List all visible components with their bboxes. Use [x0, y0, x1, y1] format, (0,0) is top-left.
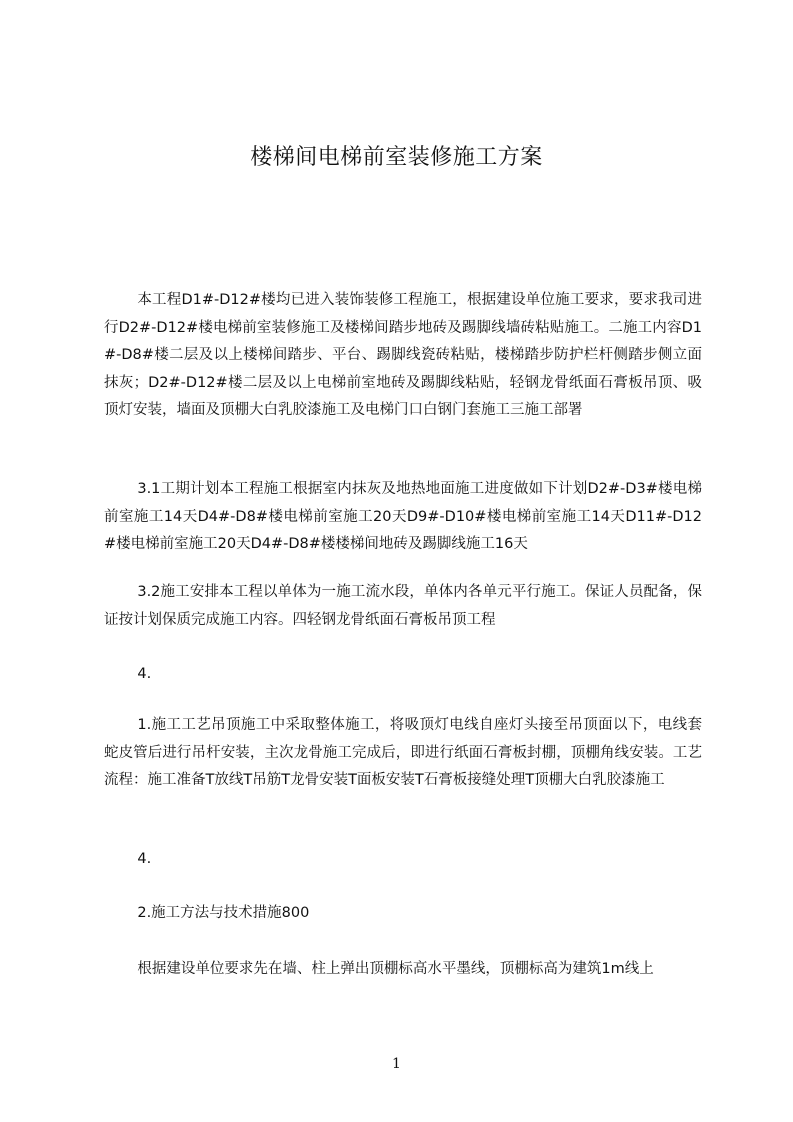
- page-number: 1: [392, 1056, 401, 1072]
- paragraph-section-number-2: 4.: [137, 851, 152, 867]
- paragraph-intro: 本工程D1#-D12#楼均已进入装饰装修工程施工，根据建设单位施工要求，要求我司进行D2#-D12#楼电梯前室装修施工及楼梯间踏步地砖及踢脚线墙砖粘贴施工。二施工内容D1#-D8#楼二层及以上楼梯间踏步、平台、踢脚线瓷砖粘贴，楼梯踏步防护栏杆侧踏步侧立面抹灰；D2#-D12#楼二层及以上电梯前室地砖及踢脚线粘贴，轻钢龙骨纸面石膏板吊顶、吸顶灯安装，墙面及顶棚大白乳胶漆施工及电梯门口白钢门套施工三施工部署: [104, 292, 702, 418]
- paragraph-arrangement: 3.2施工安排本工程以单体为一施工流水段，单体内各单元平行施工。保证人员配备，保证按计划保质完成施工内容。四轻钢龙骨纸面石膏板吊顶工程: [104, 584, 702, 628]
- paragraph-methods-heading: 2.施工方法与技术措施800: [137, 905, 310, 921]
- document-title: 楼梯间电梯前室装修施工方案: [250, 145, 543, 170]
- paragraph-section-number-1: 4.: [137, 666, 152, 682]
- paragraph-schedule: 3.1工期计划本工程施工根据室内抹灰及地热地面施工进度做如下计划D2#-D3#楼电梯前室施工14天D4#-D8#楼电梯前室施工20天D9#-D10#楼电梯前室施工14天D11#-D12#楼电梯前室施工20天D4#-D8#楼楼梯间地砖及踢脚线施工16天: [104, 481, 702, 552]
- paragraph-elevation: 根据建设单位要求先在墙、柱上弹出顶棚标高水平墨线，顶棚标高为建筑1m线上: [137, 961, 654, 977]
- paragraph-process: 1.施工工艺吊顶施工中采取整体施工，将吸顶灯电线自座灯头接至吊顶面以下，电线套蛇皮管后进行吊杆安装，主次龙骨施工完成后，即进行纸面石膏板封棚，顶棚角线安装。工艺流程：施工准备T放线T吊筋T龙骨安装T面板安装T石膏板接缝处理T顶棚大白乳胶漆施工: [104, 717, 702, 788]
